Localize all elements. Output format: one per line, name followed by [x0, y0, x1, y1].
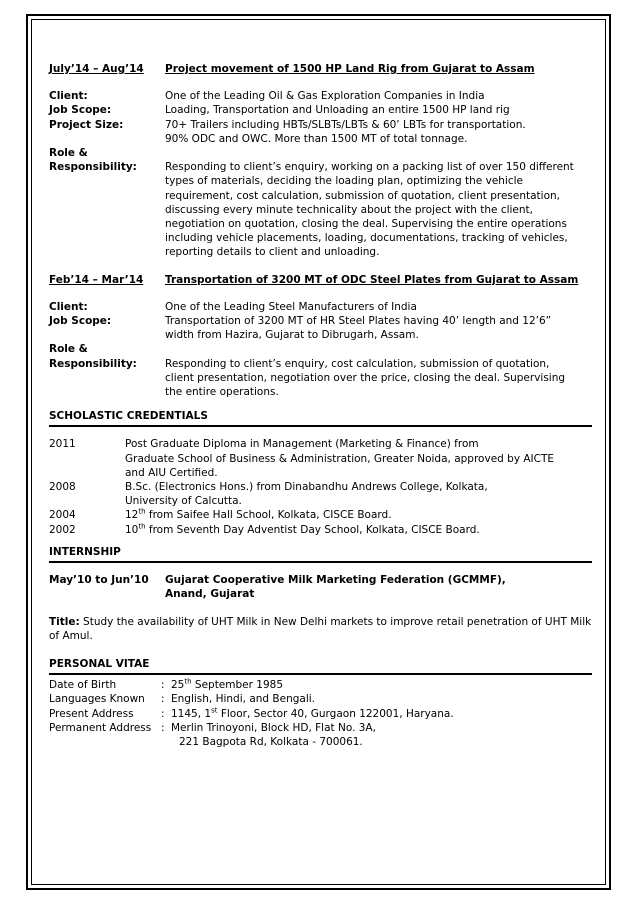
job-scope-value: width from Hazira, Gujarat to Dibrugarh, Assam.	[165, 329, 419, 342]
role-label: Role &	[49, 147, 88, 160]
client-label: Client:	[49, 300, 88, 313]
job-scope-row	[49, 103, 592, 117]
internship-org: Gujarat Cooperative Milk Marketing Federation (GCMMF),	[165, 574, 506, 587]
responsibility-line: negotiation on quotation, closing the deal. Supervising the entire operations	[165, 218, 567, 231]
project-block	[49, 62, 592, 260]
permanent-address-value: Merlin Trinoyoni, Block HD, Flat No. 3A,	[171, 721, 376, 734]
job-scope-value: Transportation of 3200 MT of HR Steel Plates having 40’ length and 12’6”	[165, 315, 552, 328]
education-item	[49, 480, 592, 494]
job-scope-row	[49, 314, 592, 328]
title-label: Title:	[49, 615, 80, 628]
responsibility-line: requirement, cost calculation, submission of quotation, client presentation,	[165, 189, 561, 202]
education-year: 2008	[49, 481, 76, 494]
client-value: One of the Leading Steel Manufacturers of India	[165, 300, 417, 313]
languages-label: Languages Known	[49, 693, 145, 706]
project-size-row	[49, 118, 592, 132]
project-date: July’14 – Aug’14	[49, 63, 144, 75]
internship-header	[49, 573, 592, 587]
permanent-address-label: Permanent Address	[49, 721, 152, 734]
project-size-label: Project Size:	[49, 118, 124, 131]
project-title: Project movement of 1500 HP Land Rig from Gujarat to Assam	[165, 63, 535, 75]
client-label: Client:	[49, 90, 88, 103]
education-list	[49, 437, 592, 536]
title-text: Study the availability of UHT Milk in New Delhi markets to improve retail penetration of UHT Milk of Amul.	[49, 615, 592, 642]
job-scope-value: Loading, Transportation and Unloading an entire 1500 HP land rig	[165, 104, 510, 117]
project-title: Transportation of 3200 MT of ODC Steel Plates from Gujarat to Assam	[165, 273, 579, 286]
dob-row: Date of Birth : 25th September 1985	[49, 678, 592, 692]
project-size-value: 90% ODC and OWC. More than 1500 MT of total tonnage.	[165, 132, 468, 145]
role-label: Role &	[49, 343, 88, 356]
internship-title	[49, 615, 592, 643]
responsibility-line: including vehicle placements, loading, documentations, tracking of vehicles,	[165, 232, 568, 245]
languages-row: Languages Known : English, Hindi, and Bengali.	[49, 692, 592, 706]
education-year: 2011	[49, 438, 76, 451]
project-header	[49, 62, 592, 76]
responsibility-line: client presentation, negotiation over the price, closing the deal. Supervising	[165, 371, 566, 384]
project-size-row	[49, 132, 592, 146]
responsibility-line: the entire operations.	[165, 386, 279, 399]
scholastic-heading: SCHOLASTIC CREDENTIALS	[49, 410, 208, 423]
languages-value: English, Hindi, and Bengali.	[171, 693, 315, 706]
education-text: and AIU Certified.	[125, 466, 218, 479]
section-divider	[49, 561, 592, 563]
education-text: University of Calcutta.	[125, 495, 242, 508]
responsibility-line: types of materials, deciding the loading plan, optimizing the vehicle	[165, 175, 523, 188]
internship-location: Anand, Gujarat	[165, 588, 255, 601]
resume-content	[49, 62, 592, 749]
responsibility-label: Responsibility:	[49, 161, 137, 174]
responsibility-line: Responding to client’s enquiry, working on a packing list of over 150 different	[165, 161, 574, 174]
education-text: B.Sc. (Electronics Hons.) from Dinabandhu Andrews College, Kolkata,	[125, 481, 488, 494]
internship-date: May’10 to Jun’10	[49, 574, 149, 587]
responsibility-line: Responding to client’s enquiry, cost calculation, submission of quotation,	[165, 357, 550, 370]
responsibility-line: reporting details to client and unloading.	[165, 246, 380, 259]
role-row	[49, 342, 592, 356]
client-row	[49, 300, 592, 314]
dob-label: Date of Birth	[49, 679, 117, 692]
internship-heading: INTERNSHIP	[49, 545, 121, 558]
present-address-value: 1145, 1st Floor, Sector 40, Gurgaon 122001, Haryana.	[171, 706, 454, 720]
role-row	[49, 146, 592, 160]
education-text: 10th from Seventh Day Adventist Day School, Kolkata, CISCE Board.	[125, 522, 480, 536]
education-text: Post Graduate Diploma in Management (Marketing & Finance) from	[125, 438, 479, 451]
responsibility-line: discussing every minute technicality about the project with the client,	[165, 203, 533, 216]
project-block	[49, 273, 592, 400]
client-row	[49, 89, 592, 103]
personal-heading: PERSONAL VITAE	[49, 657, 150, 670]
dob-value: 25th September 1985	[171, 677, 283, 692]
project-size-value: 70+ Trailers including HBTs/SLBTs/LBTs & 60’ LBTs for transportation.	[165, 118, 526, 131]
permanent-address-value: 221 Bagpota Rd, Kolkata - 700061.	[179, 735, 363, 748]
education-item	[49, 437, 592, 451]
education-year: 2002	[49, 523, 76, 536]
section-divider	[49, 425, 592, 427]
education-item	[49, 523, 592, 537]
client-value: One of the Leading Oil & Gas Exploration Companies in India	[165, 90, 485, 103]
permanent-address-row: Permanent Address : Merlin Trinoyoni, Block HD, Flat No. 3A,	[49, 721, 592, 735]
job-scope-label: Job Scope:	[49, 104, 112, 117]
education-year: 2004	[49, 509, 76, 522]
education-text: 12th from Saifee Hall School, Kolkata, CISCE Board.	[125, 507, 392, 522]
role-row	[49, 160, 592, 174]
responsibility-label: Responsibility:	[49, 357, 137, 370]
project-date: Feb’14 – Mar’14	[49, 273, 144, 286]
section-divider	[49, 673, 592, 675]
project-header	[49, 273, 592, 287]
present-address-row: Present Address : 1145, 1st Floor, Sector 40, Gurgaon 122001, Haryana.	[49, 707, 592, 721]
job-scope-label: Job Scope:	[49, 315, 112, 328]
present-address-label: Present Address	[49, 707, 134, 720]
education-text: Graduate School of Business & Administration, Greater Noida, approved by AICTE	[125, 452, 555, 465]
role-row	[49, 357, 592, 371]
education-item	[49, 508, 592, 522]
